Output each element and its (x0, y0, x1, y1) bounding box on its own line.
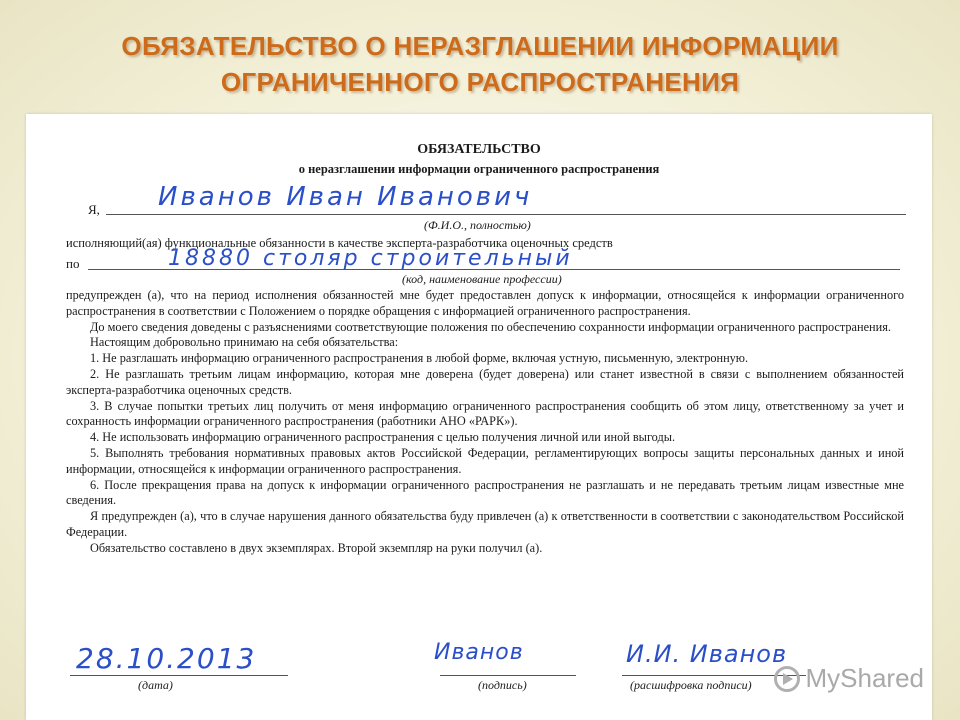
slide-title-line-2: ОГРАНИЧЕННОГО РАСПРОСТРАНЕНИЯ (220, 67, 740, 97)
name-prefix: Я, (88, 202, 100, 217)
document-title: ОБЯЗАТЕЛЬСТВО (417, 142, 541, 157)
obligation-item: 4. Не использовать информацию ограниченного распространения с целью получения личной или иной выгоды. (90, 430, 676, 445)
handwritten-signature: Иванов (434, 640, 524, 665)
watermark (774, 663, 925, 694)
obligation-item: 2. Не разглашать третьим лицам информацию, которая мне доверена (будет доверена) или станет известной в связи с выполнением обязанностей эксперта-разработчика оценочных средств. (66, 366, 904, 397)
obligation-body (66, 288, 904, 557)
handwritten-date: 28.10.2013 (76, 642, 257, 675)
paragraph: предупрежден (а), что на период исполнения обязанностей мне будет предоставлен допуск к информации, относящейся к информации ограниченного распространения в соответствии с Положением о порядке обращения с информацией ограниченного распространения. (66, 288, 904, 318)
decode-caption: (расшифровка подписи) (630, 678, 752, 692)
obligation-item: 3. В случае попытки третьих лиц получить от меня информацию ограниченного распространения сообщить об этом лицу, ответственному за учет и сохранность информации ограниченного распространения (работники АНО «РАРК»). (66, 398, 904, 429)
obligation-item: 6. После прекращения права на допуск к информации ограниченного распространения не разглашать и не передавать третьим лицам известные мне сведения. (66, 477, 904, 508)
slide-title (0, 28, 960, 100)
document-subtitle: о неразглашении информации ограниченного распространения (298, 162, 660, 176)
code-caption: (код, наименование профессии) (402, 272, 562, 286)
signature-underline (440, 675, 576, 676)
paragraph: Я предупрежден (а), что в случае нарушения данного обязательства буду привлечен (а) к ответственности в соответствии с законодательством Российской Федерации. (66, 509, 904, 539)
date-underline (70, 675, 288, 676)
handwritten-name-decode: И.И. Иванов (626, 640, 788, 668)
scanned-document (26, 114, 932, 720)
duties-line: исполняющий(ая) функциональные обязанности в качестве эксперта-разработчика оценочных средств (66, 236, 613, 250)
handwritten-name: Иванов Иван Иванович (158, 182, 533, 212)
watermark-text: MyShared (805, 663, 924, 693)
play-icon (774, 666, 800, 692)
obligation-item: 5. Выполнять требования нормативных правовых актов Российской Федерации, регламентирующих вопросы защиты персональных данных и иной информации, относящейся к информации ограниченного распространения. (66, 445, 904, 476)
date-caption: (дата) (138, 678, 173, 692)
paragraph: До моего сведения доведены с разъяснениями соответствующие положения по обеспечению сохранности информации ограниченного распространения. (90, 319, 891, 334)
code-prefix: по (66, 256, 80, 271)
paragraph: Настоящим добровольно принимаю на себя обязательства: (90, 335, 399, 350)
name-caption: (Ф.И.О., полностью) (424, 218, 531, 232)
name-underline (106, 214, 906, 215)
paragraph: Обязательство составлено в двух экземплярах. Второй экземпляр на руки получил (а). (90, 540, 543, 555)
signature-caption: (подпись) (478, 678, 527, 692)
obligation-item: 1. Не разглашать информацию ограниченного распространения в любой форме, включая устную, письменную, электронную. (90, 351, 749, 366)
handwritten-profession: 18880 столяр строительный (168, 246, 573, 271)
slide-title-line-1: ОБЯЗАТЕЛЬСТВО О НЕРАЗГЛАШЕНИИ ИНФОРМАЦИИ (121, 31, 839, 61)
